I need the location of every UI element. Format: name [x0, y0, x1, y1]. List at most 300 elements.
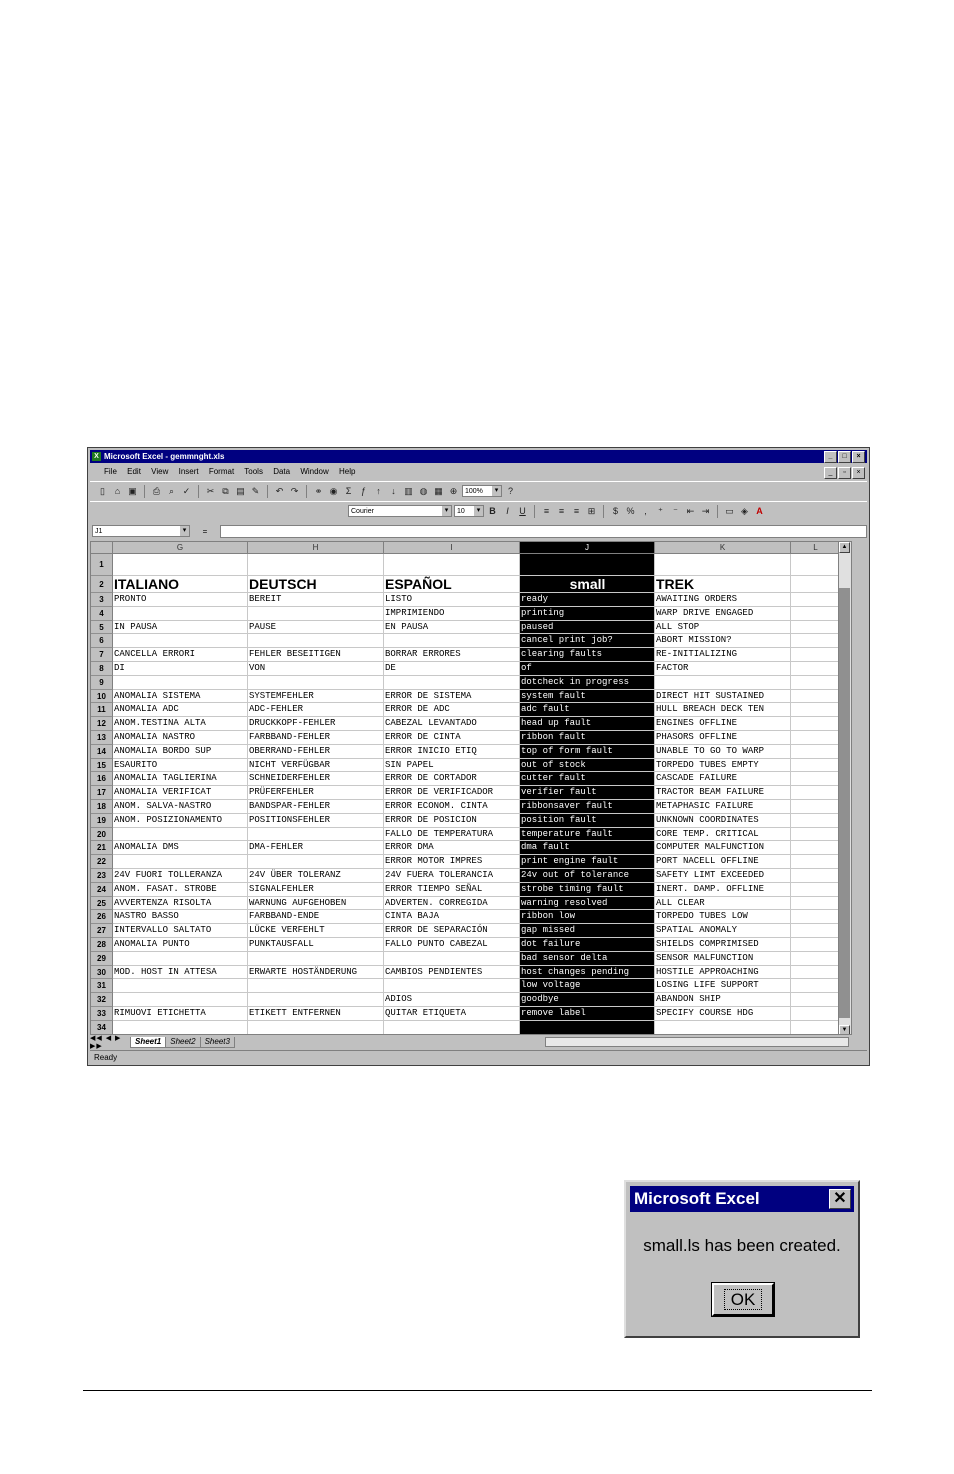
- cell-l[interactable]: [791, 690, 841, 704]
- row-header[interactable]: 8: [91, 662, 113, 676]
- font-size-select[interactable]: 10 ▾: [454, 505, 484, 517]
- italic-icon[interactable]: I: [506, 505, 509, 516]
- cell-i[interactable]: [384, 554, 520, 576]
- maximize-button[interactable]: □: [838, 451, 851, 463]
- cell-k[interactable]: HOSTILE APPROACHING: [655, 966, 791, 980]
- cell-i[interactable]: SIN PAPEL: [384, 759, 520, 773]
- underline-icon[interactable]: U: [519, 505, 526, 516]
- menu-view[interactable]: View: [151, 467, 169, 476]
- cell-j[interactable]: low voltage: [520, 979, 655, 993]
- cell-j[interactable]: bad sensor delta: [520, 952, 655, 966]
- cell-g[interactable]: ANOMALIA VERIFICAT: [113, 786, 248, 800]
- cell-k[interactable]: UNABLE TO GO TO WARP: [655, 745, 791, 759]
- cell-k[interactable]: CORE TEMP. CRITICAL: [655, 828, 791, 842]
- row-header[interactable]: 11: [91, 703, 113, 717]
- cell-g[interactable]: [113, 828, 248, 842]
- ok-button[interactable]: [712, 1283, 774, 1316]
- row-header[interactable]: 4: [91, 607, 113, 621]
- row-header[interactable]: 1: [91, 554, 113, 576]
- cell-g[interactable]: CANCELLA ERRORI: [113, 648, 248, 662]
- close-icon[interactable]: ✕: [829, 1189, 851, 1209]
- column-header-h[interactable]: H: [248, 542, 384, 554]
- cell-h[interactable]: ERWARTE HOSTÄNDERUNG: [248, 966, 384, 980]
- cell-i[interactable]: ERROR DE ADC: [384, 703, 520, 717]
- cell-l[interactable]: [791, 897, 841, 911]
- cell-h[interactable]: FARBBAND-FEHLER: [248, 731, 384, 745]
- menu-window[interactable]: Window: [300, 467, 329, 476]
- decrease-decimal-icon[interactable]: ⁻: [673, 505, 678, 516]
- cell-h[interactable]: BEREIT: [248, 593, 384, 607]
- fill-color-icon[interactable]: ◈: [741, 505, 748, 516]
- column-header-l[interactable]: L: [791, 542, 841, 554]
- cell-k[interactable]: ALL STOP: [655, 621, 791, 635]
- cell-k[interactable]: ABORT MISSION?: [655, 634, 791, 648]
- column-header-g[interactable]: G: [113, 542, 248, 554]
- cell-l[interactable]: [791, 800, 841, 814]
- cell-g[interactable]: 24V FUORI TOLLERANZA: [113, 869, 248, 883]
- print-preview-icon[interactable]: ⌕: [168, 485, 175, 496]
- cell-i[interactable]: [384, 1021, 520, 1035]
- paste-icon[interactable]: ▤: [236, 485, 245, 496]
- cell-l[interactable]: [791, 607, 841, 621]
- cell-i[interactable]: ERROR DE POSICION: [384, 814, 520, 828]
- currency-icon[interactable]: $: [612, 505, 618, 516]
- cell-h[interactable]: 24V ÜBER TOLERANZ: [248, 869, 384, 883]
- cell-i[interactable]: ERROR INICIO ETIQ: [384, 745, 520, 759]
- cell-l[interactable]: [791, 924, 841, 938]
- cell-h[interactable]: SIGNALFEHLER: [248, 883, 384, 897]
- cell-h[interactable]: [248, 952, 384, 966]
- row-header[interactable]: 19: [91, 814, 113, 828]
- cell-g[interactable]: [113, 952, 248, 966]
- row-header[interactable]: 3: [91, 593, 113, 607]
- copy-icon[interactable]: ⧉: [222, 485, 229, 496]
- cell-h[interactable]: SCHNEIDERFEHLER: [248, 772, 384, 786]
- percent-icon[interactable]: %: [626, 505, 635, 516]
- comma-icon[interactable]: ,: [644, 505, 647, 516]
- cell-j[interactable]: dotcheck in progress: [520, 676, 655, 690]
- cell-h[interactable]: LÜCKE VERFEHLT: [248, 924, 384, 938]
- cell-j[interactable]: verifier fault: [520, 786, 655, 800]
- cell-g[interactable]: [113, 979, 248, 993]
- cell-k[interactable]: FACTOR: [655, 662, 791, 676]
- cell-k[interactable]: AWAITING ORDERS: [655, 593, 791, 607]
- cell-l[interactable]: [791, 1007, 841, 1021]
- align-center-icon[interactable]: ≡: [558, 505, 565, 516]
- cell-j[interactable]: [520, 554, 655, 576]
- cell-i[interactable]: CINTA BAJA: [384, 910, 520, 924]
- cell-j[interactable]: ribbon low: [520, 910, 655, 924]
- cell-k[interactable]: PORT NACELL OFFLINE: [655, 855, 791, 869]
- cell-h[interactable]: [248, 828, 384, 842]
- cell-g[interactable]: DI: [113, 662, 248, 676]
- row-header[interactable]: 23: [91, 869, 113, 883]
- cell-k[interactable]: TRACTOR BEAM FAILURE: [655, 786, 791, 800]
- cell-j[interactable]: ready: [520, 593, 655, 607]
- align-right-icon[interactable]: ≡: [573, 505, 580, 516]
- cell-i[interactable]: ERROR MOTOR IMPRES: [384, 855, 520, 869]
- cell-j[interactable]: small: [520, 576, 655, 593]
- sheet-nav-arrows[interactable]: ◀◀ ◀ ▶ ▶▶: [90, 1035, 122, 1050]
- cell-l[interactable]: [791, 869, 841, 883]
- menu-file[interactable]: File: [104, 467, 117, 476]
- column-header-j[interactable]: J: [520, 542, 655, 554]
- sort-ascending-icon[interactable]: ↑: [376, 485, 381, 496]
- cell-i[interactable]: ERROR DMA: [384, 841, 520, 855]
- open-icon[interactable]: ⌂: [114, 485, 121, 496]
- spreadsheet-grid[interactable]: [90, 541, 852, 1035]
- cell-g[interactable]: RIMUOVI ETICHETTA: [113, 1007, 248, 1021]
- scroll-up-arrow[interactable]: ▲: [839, 542, 850, 553]
- cell-k[interactable]: TORPEDO TUBES EMPTY: [655, 759, 791, 773]
- cell-j[interactable]: print engine fault: [520, 855, 655, 869]
- cell-k[interactable]: METAPHASIC FAILURE: [655, 800, 791, 814]
- cell-g[interactable]: [113, 554, 248, 576]
- row-header[interactable]: 21: [91, 841, 113, 855]
- align-left-icon[interactable]: ≡: [543, 505, 550, 516]
- hyperlink-icon[interactable]: ⚭: [314, 485, 323, 496]
- cell-j[interactable]: ribbon fault: [520, 731, 655, 745]
- menu-format[interactable]: Format: [208, 467, 235, 476]
- cell-h[interactable]: PAUSE: [248, 621, 384, 635]
- cell-g[interactable]: ANOM. POSIZIONAMENTO: [113, 814, 248, 828]
- cell-j[interactable]: warning resolved: [520, 897, 655, 911]
- format-painter-icon[interactable]: ✎: [251, 485, 260, 496]
- cell-h[interactable]: DMA-FEHLER: [248, 841, 384, 855]
- cell-k[interactable]: INERT. DAMP. OFFLINE: [655, 883, 791, 897]
- cell-i[interactable]: QUITAR ETIQUETA: [384, 1007, 520, 1021]
- row-header[interactable]: 2: [91, 576, 113, 593]
- cell-g[interactable]: INTERVALLO SALTATO: [113, 924, 248, 938]
- row-header[interactable]: 13: [91, 731, 113, 745]
- increase-decimal-icon[interactable]: ⁺: [658, 505, 663, 516]
- cell-i[interactable]: CABEZAL LEVANTADO: [384, 717, 520, 731]
- chart-wizard-icon[interactable]: ▥: [404, 485, 413, 496]
- cell-g[interactable]: ANOMALIA NASTRO: [113, 731, 248, 745]
- menu-data[interactable]: Data: [273, 467, 291, 476]
- cell-k[interactable]: TORPEDO TUBES LOW: [655, 910, 791, 924]
- cell-j[interactable]: out of stock: [520, 759, 655, 773]
- vertical-scrollbar[interactable]: [838, 542, 851, 1035]
- cell-l[interactable]: [791, 593, 841, 607]
- cell-g[interactable]: [113, 855, 248, 869]
- cell-h[interactable]: [248, 993, 384, 1007]
- row-header[interactable]: 20: [91, 828, 113, 842]
- row-header[interactable]: 30: [91, 966, 113, 980]
- cell-i[interactable]: ERROR DE SEPARACIÓN: [384, 924, 520, 938]
- sheet-tab-1[interactable]: Sheet1: [130, 1037, 166, 1048]
- cell-i[interactable]: ERROR DE SISTEMA: [384, 690, 520, 704]
- cell-h[interactable]: OBERRAND-FEHLER: [248, 745, 384, 759]
- cell-j[interactable]: adc fault: [520, 703, 655, 717]
- cell-g[interactable]: [113, 676, 248, 690]
- row-header[interactable]: 31: [91, 979, 113, 993]
- menu-tools[interactable]: Tools: [244, 467, 263, 476]
- cell-k[interactable]: PHASORS OFFLINE: [655, 731, 791, 745]
- cell-k[interactable]: [655, 1021, 791, 1035]
- cell-g[interactable]: ANOMALIA ADC: [113, 703, 248, 717]
- cell-g[interactable]: [113, 1021, 248, 1035]
- cell-i[interactable]: EN PAUSA: [384, 621, 520, 635]
- cell-h[interactable]: FEHLER BESEITIGEN: [248, 648, 384, 662]
- cell-g[interactable]: IN PAUSA: [113, 621, 248, 635]
- sheet-tab-2[interactable]: Sheet2: [165, 1037, 200, 1048]
- cell-h[interactable]: FARBBAND-ENDE: [248, 910, 384, 924]
- cell-l[interactable]: [791, 648, 841, 662]
- cell-g[interactable]: ANOMALIA SISTEMA: [113, 690, 248, 704]
- row-header[interactable]: 26: [91, 910, 113, 924]
- cell-l[interactable]: [791, 717, 841, 731]
- doc-close-button[interactable]: ×: [852, 467, 865, 479]
- cell-l[interactable]: [791, 841, 841, 855]
- cell-k[interactable]: ALL CLEAR: [655, 897, 791, 911]
- cell-j[interactable]: remove label: [520, 1007, 655, 1021]
- print-icon[interactable]: ⎙: [152, 485, 161, 496]
- cell-j[interactable]: dma fault: [520, 841, 655, 855]
- cell-l[interactable]: [791, 745, 841, 759]
- cell-h[interactable]: PRÜFERFEHLER: [248, 786, 384, 800]
- doc-minimize-button[interactable]: _: [824, 467, 837, 479]
- cell-h[interactable]: PUNKTAUSFALL: [248, 938, 384, 952]
- cell-h[interactable]: VON: [248, 662, 384, 676]
- cell-j[interactable]: dot failure: [520, 938, 655, 952]
- bold-icon[interactable]: B: [489, 505, 496, 516]
- cell-k[interactable]: SPATIAL ANOMALY: [655, 924, 791, 938]
- cell-i[interactable]: 24V FUERA TOLERANCIA: [384, 869, 520, 883]
- sort-descending-icon[interactable]: ↓: [391, 485, 396, 496]
- cell-k[interactable]: ABANDON SHIP: [655, 993, 791, 1007]
- cell-g[interactable]: ITALIANO: [113, 576, 248, 593]
- column-header-k[interactable]: K: [655, 542, 791, 554]
- row-header[interactable]: 17: [91, 786, 113, 800]
- cell-h[interactable]: SYSTEMFEHLER: [248, 690, 384, 704]
- cell-j[interactable]: temperature fault: [520, 828, 655, 842]
- row-header[interactable]: 9: [91, 676, 113, 690]
- cell-l[interactable]: [791, 772, 841, 786]
- menu-edit[interactable]: Edit: [127, 467, 141, 476]
- cell-i[interactable]: [384, 676, 520, 690]
- cell-l[interactable]: [791, 634, 841, 648]
- cell-h[interactable]: POSITIONSFEHLER: [248, 814, 384, 828]
- cell-i[interactable]: ERROR DE CORTADOR: [384, 772, 520, 786]
- cell-k[interactable]: [655, 676, 791, 690]
- row-header[interactable]: 16: [91, 772, 113, 786]
- cell-h[interactable]: [248, 855, 384, 869]
- zoom-select[interactable]: 100% ▾: [462, 485, 502, 497]
- cell-l[interactable]: [791, 883, 841, 897]
- formula-input[interactable]: [220, 525, 867, 538]
- cell-k[interactable]: ENGINES OFFLINE: [655, 717, 791, 731]
- cell-j[interactable]: strobe timing fault: [520, 883, 655, 897]
- cell-i[interactable]: IMPRIMIENDO: [384, 607, 520, 621]
- cell-i[interactable]: ESPAÑOL: [384, 576, 520, 593]
- row-header[interactable]: 33: [91, 1007, 113, 1021]
- cell-j[interactable]: [520, 1021, 655, 1035]
- cell-i[interactable]: [384, 979, 520, 993]
- cell-i[interactable]: LISTO: [384, 593, 520, 607]
- row-header[interactable]: 34: [91, 1021, 113, 1035]
- cell-l[interactable]: [791, 979, 841, 993]
- cell-i[interactable]: ERROR DE VERIFICADOR: [384, 786, 520, 800]
- cell-k[interactable]: LOSING LIFE SUPPORT: [655, 979, 791, 993]
- row-header[interactable]: 6: [91, 634, 113, 648]
- cell-g[interactable]: [113, 993, 248, 1007]
- cell-j[interactable]: clearing faults: [520, 648, 655, 662]
- sheet-tab-3[interactable]: Sheet3: [200, 1037, 235, 1048]
- cell-i[interactable]: [384, 952, 520, 966]
- cell-h[interactable]: DRUCKKOPF-FEHLER: [248, 717, 384, 731]
- cell-j[interactable]: host changes pending: [520, 966, 655, 980]
- cell-g[interactable]: [113, 634, 248, 648]
- cell-g[interactable]: ANOM. FASAT. STROBE: [113, 883, 248, 897]
- save-icon[interactable]: ▣: [128, 485, 137, 496]
- cell-i[interactable]: ERROR DE CINTA: [384, 731, 520, 745]
- row-header[interactable]: 28: [91, 938, 113, 952]
- cell-l[interactable]: [791, 1021, 841, 1035]
- cell-l[interactable]: [791, 786, 841, 800]
- cell-l[interactable]: [791, 576, 841, 593]
- undo-icon[interactable]: ↶: [275, 485, 284, 496]
- cell-g[interactable]: PRONTO: [113, 593, 248, 607]
- menu-insert[interactable]: Insert: [178, 467, 199, 476]
- cell-k[interactable]: SENSOR MALFUNCTION: [655, 952, 791, 966]
- cell-l[interactable]: [791, 703, 841, 717]
- cell-k[interactable]: DIRECT HIT SUSTAINED: [655, 690, 791, 704]
- row-header[interactable]: 18: [91, 800, 113, 814]
- cell-l[interactable]: [791, 676, 841, 690]
- cell-g[interactable]: ANOM. SALVA-NASTRO: [113, 800, 248, 814]
- cell-k[interactable]: [655, 554, 791, 576]
- cell-k[interactable]: COMPUTER MALFUNCTION: [655, 841, 791, 855]
- cell-i[interactable]: [384, 634, 520, 648]
- cell-h[interactable]: [248, 676, 384, 690]
- cell-j[interactable]: goodbye: [520, 993, 655, 1007]
- cell-h[interactable]: BANDSPAR-FEHLER: [248, 800, 384, 814]
- cell-h[interactable]: [248, 607, 384, 621]
- cell-j[interactable]: printing: [520, 607, 655, 621]
- cell-j[interactable]: system fault: [520, 690, 655, 704]
- function-icon[interactable]: ƒ: [360, 485, 366, 496]
- row-header[interactable]: 10: [91, 690, 113, 704]
- cell-k[interactable]: TREK: [655, 576, 791, 593]
- cell-j[interactable]: position fault: [520, 814, 655, 828]
- menu-help[interactable]: Help: [339, 467, 356, 476]
- cell-j[interactable]: cancel print job?: [520, 634, 655, 648]
- cell-k[interactable]: RE-INITIALIZING: [655, 648, 791, 662]
- cut-icon[interactable]: ✂: [206, 485, 215, 496]
- cell-g[interactable]: ANOMALIA PUNTO: [113, 938, 248, 952]
- cell-k[interactable]: SPECIFY COURSE HDG: [655, 1007, 791, 1021]
- cell-h[interactable]: WARNUNG AUFGEHOBEN: [248, 897, 384, 911]
- formula-equals[interactable]: =: [202, 526, 208, 536]
- cell-j[interactable]: gap missed: [520, 924, 655, 938]
- cell-l[interactable]: [791, 759, 841, 773]
- cell-h[interactable]: [248, 1021, 384, 1035]
- column-header-i[interactable]: I: [384, 542, 520, 554]
- cell-l[interactable]: [791, 662, 841, 676]
- cell-k[interactable]: WARP DRIVE ENGAGED: [655, 607, 791, 621]
- new-icon[interactable]: ▯: [100, 485, 105, 496]
- cell-h[interactable]: [248, 979, 384, 993]
- cell-h[interactable]: NICHT VERFÜGBAR: [248, 759, 384, 773]
- web-toolbar-icon[interactable]: ◉: [329, 485, 338, 496]
- cell-l[interactable]: [791, 731, 841, 745]
- cell-l[interactable]: [791, 910, 841, 924]
- redo-icon[interactable]: ↷: [290, 485, 299, 496]
- cell-k[interactable]: UNKNOWN COORDINATES: [655, 814, 791, 828]
- cell-i[interactable]: FALLO PUNTO CABEZAL: [384, 938, 520, 952]
- dialog-title-bar[interactable]: [630, 1186, 854, 1212]
- horizontal-scrollbar[interactable]: [545, 1037, 849, 1047]
- cell-l[interactable]: [791, 952, 841, 966]
- cell-l[interactable]: [791, 828, 841, 842]
- cell-h[interactable]: ADC-FEHLER: [248, 703, 384, 717]
- cell-i[interactable]: ADIOS: [384, 993, 520, 1007]
- cell-g[interactable]: AVVERTENZA RISOLTA: [113, 897, 248, 911]
- row-header[interactable]: 25: [91, 897, 113, 911]
- cell-k[interactable]: SHIELDS COMPRIMISED: [655, 938, 791, 952]
- cell-g[interactable]: ANOMALIA DMS: [113, 841, 248, 855]
- cell-i[interactable]: ERROR ECONOM. CINTA: [384, 800, 520, 814]
- cell-j[interactable]: ribbonsaver fault: [520, 800, 655, 814]
- increase-indent-icon[interactable]: ⇥: [701, 505, 710, 516]
- select-all-corner[interactable]: [91, 542, 113, 554]
- drawing-icon[interactable]: ▦: [434, 485, 443, 496]
- cell-h[interactable]: DEUTSCH: [248, 576, 384, 593]
- row-header[interactable]: 5: [91, 621, 113, 635]
- zoom-icon[interactable]: ⊕: [449, 485, 458, 496]
- cell-j[interactable]: paused: [520, 621, 655, 635]
- cell-i[interactable]: DE: [384, 662, 520, 676]
- font-color-icon[interactable]: A: [756, 505, 763, 516]
- cell-l[interactable]: [791, 993, 841, 1007]
- cell-j[interactable]: cutter fault: [520, 772, 655, 786]
- cell-i[interactable]: ERROR TIEMPO SEÑAL: [384, 883, 520, 897]
- doc-restore-button[interactable]: ▫: [838, 467, 851, 479]
- cell-l[interactable]: [791, 938, 841, 952]
- cell-i[interactable]: ADVERTEN. CORREGIDA: [384, 897, 520, 911]
- cell-g[interactable]: ANOM.TESTINA ALTA: [113, 717, 248, 731]
- row-header[interactable]: 7: [91, 648, 113, 662]
- cell-j[interactable]: 24v out of tolerance: [520, 869, 655, 883]
- row-header[interactable]: 27: [91, 924, 113, 938]
- row-header[interactable]: 22: [91, 855, 113, 869]
- row-header[interactable]: 14: [91, 745, 113, 759]
- office-assistant-icon[interactable]: ?: [507, 485, 513, 496]
- cell-l[interactable]: [791, 966, 841, 980]
- borders-icon[interactable]: ▭: [725, 505, 734, 516]
- cell-g[interactable]: ANOMALIA BORDO SUP: [113, 745, 248, 759]
- font-name-select[interactable]: Courier ▾: [348, 505, 452, 517]
- cell-h[interactable]: [248, 554, 384, 576]
- vertical-scroll-thumb[interactable]: [839, 588, 850, 1018]
- cell-i[interactable]: FALLO DE TEMPERATURA: [384, 828, 520, 842]
- cell-h[interactable]: ETIKETT ENTFERNEN: [248, 1007, 384, 1021]
- spelling-icon[interactable]: ✓: [182, 485, 191, 496]
- name-box[interactable]: J1 ▾: [92, 525, 190, 537]
- cell-g[interactable]: [113, 607, 248, 621]
- cell-k[interactable]: HULL BREACH DECK TEN: [655, 703, 791, 717]
- cell-h[interactable]: [248, 634, 384, 648]
- cell-g[interactable]: ANOMALIA TAGLIERINA: [113, 772, 248, 786]
- cell-g[interactable]: ESAURITO: [113, 759, 248, 773]
- decrease-indent-icon[interactable]: ⇤: [686, 505, 695, 516]
- cell-g[interactable]: MOD. HOST IN ATTESA: [113, 966, 248, 980]
- autosum-icon[interactable]: Σ: [345, 485, 352, 496]
- cell-i[interactable]: BORRAR ERRORES: [384, 648, 520, 662]
- minimize-button[interactable]: _: [824, 451, 837, 463]
- row-header[interactable]: 29: [91, 952, 113, 966]
